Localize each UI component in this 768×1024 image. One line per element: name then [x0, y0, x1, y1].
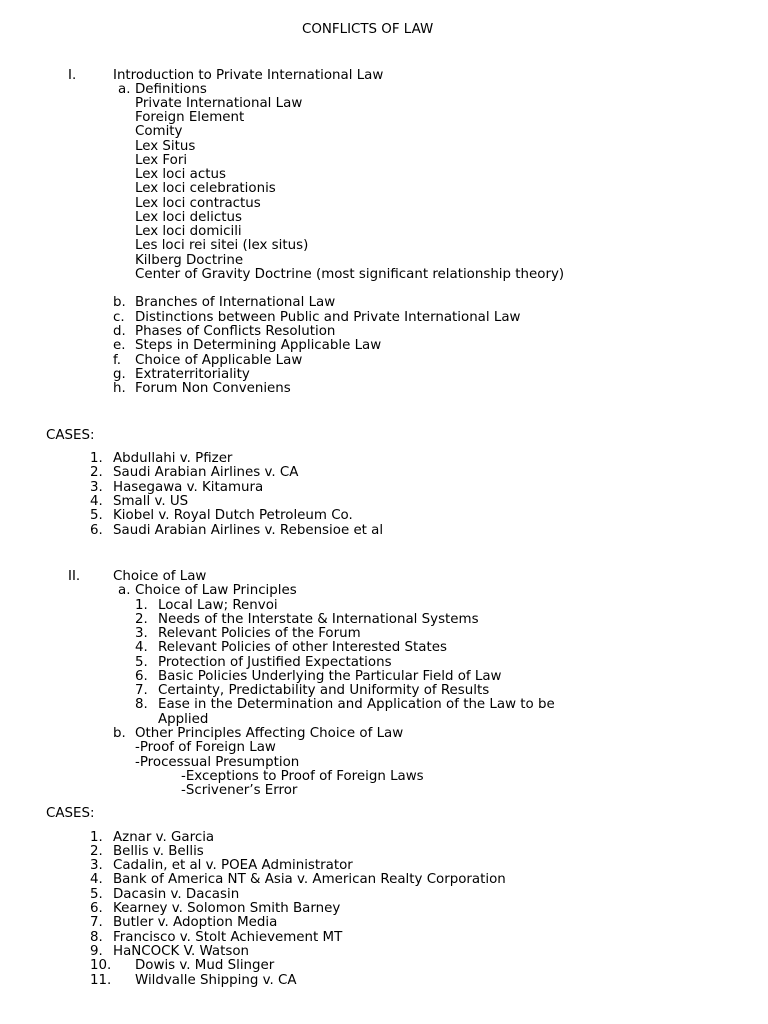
definition-item: Lex loci contractus — [135, 196, 261, 211]
case-name: Bank of America NT & Asia v. American Realty Corporation — [113, 872, 506, 887]
case-number: 7. — [90, 915, 103, 930]
definitions-label: Definitions — [135, 82, 207, 97]
other-principles-label: Other Principles Affecting Choice of Law — [135, 726, 404, 741]
principle-item: Basic Policies Underlying the Particular Field of Law — [158, 669, 502, 684]
principle-number: 1. — [135, 598, 148, 613]
case-name: Small v. US — [113, 494, 189, 509]
case-number: 5. — [90, 508, 103, 523]
case-number: 9. — [90, 944, 103, 959]
definition-item: Les loci rei sitei (lex situs) — [135, 238, 309, 253]
principle-item: Relevant Policies of other Interested States — [158, 640, 447, 655]
definition-item: Comity — [135, 124, 183, 139]
principle-item-continuation: Applied — [158, 712, 209, 727]
section-numeral-1: I. — [68, 68, 77, 83]
case-name: Aznar v. Garcia — [113, 830, 215, 845]
item-marker-a: a. — [118, 82, 131, 97]
item-marker: b. — [113, 295, 126, 310]
case-number: 8. — [90, 930, 103, 945]
principle-item: Ease in the Determination and Application of the Law to be — [158, 697, 555, 712]
definition-item: Kilberg Doctrine — [135, 253, 244, 268]
cases-heading-1: CASES: — [46, 428, 95, 443]
case-number: 4. — [90, 872, 103, 887]
principle-item: Protection of Justified Expectations — [158, 655, 392, 670]
case-name: Cadalin, et al v. POEA Administrator — [113, 858, 353, 873]
case-number: 2. — [90, 844, 103, 859]
section-numeral-2: II. — [68, 569, 81, 584]
case-number: 5. — [90, 887, 103, 902]
definition-item: Lex loci delictus — [135, 210, 242, 225]
case-name: Dacasin v. Dacasin — [113, 887, 240, 902]
case-name: Dowis v. Mud Slinger — [135, 958, 275, 973]
item-marker: f. — [113, 353, 121, 368]
case-number: 6. — [90, 523, 103, 538]
case-name: Abdullahi v. Pfizer — [113, 451, 233, 466]
definition-item: Center of Gravity Doctrine (most significant relationship theory) — [135, 267, 565, 282]
topic-item: Steps in Determining Applicable Law — [135, 338, 382, 353]
sub-sub-item: -Scrivener’s Error — [181, 783, 298, 798]
definition-item: Lex Situs — [135, 139, 196, 154]
case-number: 3. — [90, 858, 103, 873]
principle-number: 7. — [135, 683, 148, 698]
topic-item: Forum Non Conveniens — [135, 381, 291, 396]
document-title: CONFLICTS OF LAW — [302, 22, 434, 37]
case-name: Saudi Arabian Airlines v. CA — [113, 465, 299, 480]
case-name: Butler v. Adoption Media — [113, 915, 278, 930]
principle-item: Relevant Policies of the Forum — [158, 626, 361, 641]
principles-label: Choice of Law Principles — [135, 583, 297, 598]
case-number: 6. — [90, 901, 103, 916]
case-number: 2. — [90, 465, 103, 480]
case-number: 3. — [90, 480, 103, 495]
sub-item: -Proof of Foreign Law — [135, 740, 276, 755]
definition-item: Lex loci domicili — [135, 224, 242, 239]
topic-item: Phases of Conflicts Resolution — [135, 324, 336, 339]
case-name: Saudi Arabian Airlines v. Rebensioe et al — [113, 523, 384, 538]
sub-sub-item: -Exceptions to Proof of Foreign Laws — [181, 769, 424, 784]
definition-item: Foreign Element — [135, 110, 245, 125]
principle-number: 5. — [135, 655, 148, 670]
case-name: Kearney v. Solomon Smith Barney — [113, 901, 341, 916]
section-heading-2: Choice of Law — [113, 569, 207, 584]
principle-number: 2. — [135, 612, 148, 627]
item-marker: c. — [113, 310, 125, 325]
principle-item: Needs of the Interstate & International Systems — [158, 612, 479, 627]
topic-item: Choice of Applicable Law — [135, 353, 303, 368]
item-marker-a: a. — [118, 583, 131, 598]
case-name: Hasegawa v. Kitamura — [113, 480, 264, 495]
case-number: 1. — [90, 830, 103, 845]
section-heading-1: Introduction to Private International Law — [113, 68, 384, 83]
definition-item: Lex loci celebrationis — [135, 181, 276, 196]
topic-item: Distinctions between Public and Private International Law — [135, 310, 521, 325]
definition-item: Lex Fori — [135, 153, 188, 168]
case-name: Wildvalle Shipping v. CA — [135, 973, 297, 988]
item-marker: e. — [113, 338, 126, 353]
case-number: 11. — [90, 973, 112, 988]
topic-item: Branches of International Law — [135, 295, 336, 310]
principle-item: Local Law; Renvoi — [158, 598, 278, 613]
cases-heading-2: CASES: — [46, 806, 95, 821]
topic-item: Extraterritoriality — [135, 367, 250, 382]
item-marker-b: b. — [113, 726, 126, 741]
case-name: Francisco v. Stolt Achievement MT — [113, 930, 343, 945]
principle-number: 8. — [135, 697, 148, 712]
item-marker: g. — [113, 367, 126, 382]
case-name: Bellis v. Bellis — [113, 844, 204, 859]
case-number: 10. — [90, 958, 112, 973]
principle-number: 3. — [135, 626, 148, 641]
case-name: Kiobel v. Royal Dutch Petroleum Co. — [113, 508, 353, 523]
sub-item: -Processual Presumption — [135, 755, 300, 770]
principle-item: Certainty, Predictability and Uniformity of Results — [158, 683, 490, 698]
definition-item: Private International Law — [135, 96, 303, 111]
case-name: HaNCOCK V. Watson — [113, 944, 250, 959]
principle-number: 4. — [135, 640, 148, 655]
case-number: 4. — [90, 494, 103, 509]
principle-number: 6. — [135, 669, 148, 684]
definition-item: Lex loci actus — [135, 167, 226, 182]
case-number: 1. — [90, 451, 103, 466]
item-marker: d. — [113, 324, 126, 339]
item-marker: h. — [113, 381, 126, 396]
